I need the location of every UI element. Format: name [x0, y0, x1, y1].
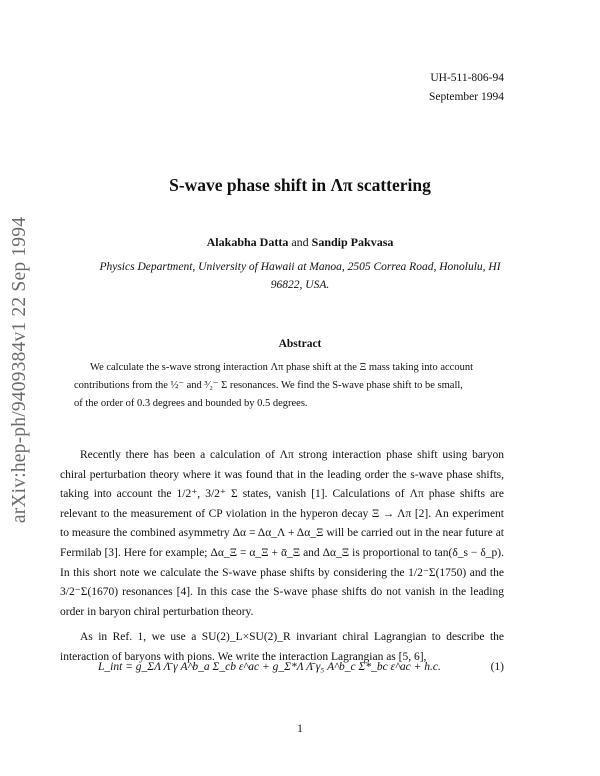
page-number: 1 [297, 723, 303, 735]
author-name: Alakabha Datta [206, 235, 289, 249]
abstract-heading: Abstract [278, 338, 322, 350]
equation-number: (1) [490, 661, 504, 673]
equation-expression: L_int = g_ΣΛ Λ̄ γ A^b_a Σ_cb ε^ac + g_Σ*Λ Λ̄ γ₅ A^b_c Σ*_bc ε^ac + h.c. [98, 661, 441, 673]
arxiv-sidebar-stamp [2, 200, 38, 540]
author-line [0, 235, 600, 250]
author-conjunction: and [291, 235, 309, 249]
paper-date: September 1994 [428, 91, 504, 103]
author-name: Sandip Pakvasa [311, 235, 394, 249]
report-number: UH-511-806-94 [430, 72, 504, 84]
abstract-text: We calculate the s-wave strong interaction Λπ phase shift at the Ξ mass taking into account contributions from the ½⁻ and ³⁄₂⁻ Σ resonances. We find the S-wave phase shift to be small, of the order of 0.3 degrees and bounded by 0.5 degrees. [74, 362, 473, 409]
body-text [60, 446, 504, 674]
body-paragraph: Recently there has been a calculation of Λπ strong interaction phase shift using baryon chiral perturbation theory where it was found that in the leading order the s-wave phase shifts, taking into account the 1/2⁺, 3/2⁺ Σ states, vanish [1]. Calculations of Λπ phase shifts are relevant to the measurement of CP violation in the hyperon decay Ξ → Λπ [2]. An experiment to measure the combined asymmetry Δα = Δα_Λ + Δα_Ξ will be carried out in the near future at Fermilab [3]. Here for example; Δα_Ξ = α_Ξ + ᾱ_Ξ and Δα_Ξ is proportional to tan(δ_s − δ_p). In this short note we calculate the S-wave phase shifts by considering the 1/2⁻Σ(1750) and the 3/2⁻Σ(1670) resonances [4]. In this case the S-wave phase shifts do not vanish in the leading order in baryon chiral perturbation theory. [60, 449, 504, 618]
affiliation-line: 96822, USA. [270, 279, 330, 291]
abstract-block [74, 359, 474, 413]
affiliation [60, 258, 540, 294]
affiliation-line: Physics Department, University of Hawaii at Manoa, 2505 Correa Road, Honolulu, HI [99, 261, 501, 273]
arxiv-identifier: arXiv:hep-ph/9409384v1 22 Sep 1994 [9, 216, 30, 524]
body-paragraph: As in Ref. 1, we use a SU(2)_L×SU(2)_R invariant chiral Lagrangian to describe the interaction of baryons with pions. We write the interaction Lagrangian as [5, 6], [60, 631, 504, 663]
paper-title: S-wave phase shift in Λπ scattering [169, 175, 431, 195]
